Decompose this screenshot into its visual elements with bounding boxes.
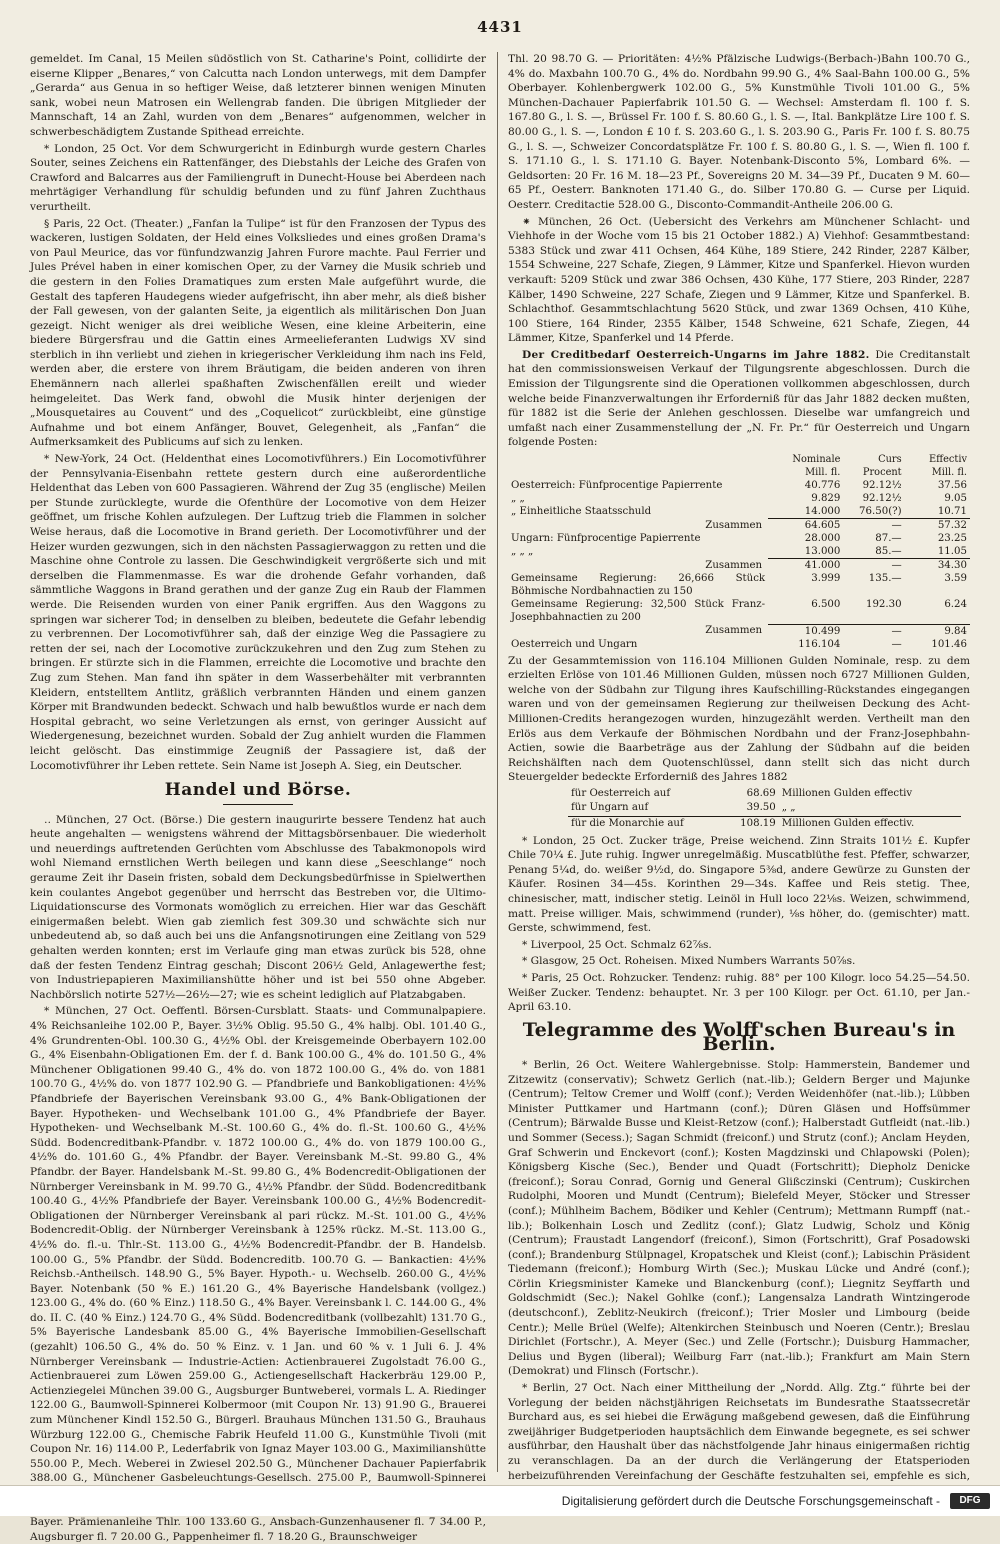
section-divider [223, 804, 293, 805]
effective-cell: 101.46 [931, 638, 967, 650]
article-paragraph: * London, 25 Oct. Vor dem Schwurgericht in Edinburgh wurde gestern Charles Souter, seines Zeichens ein Rattenfänger, des Diebstahls der Leiche des Grafen von Crawford and Balcarres aus der Familiengruft in Dunecht-House bei Aberdeen nach mehrtägiger Verhandlung für schuldig befunden und zu fünf Jahren Zuchthaus verurtheilt. [30, 142, 486, 213]
rate-cell: — [843, 519, 904, 533]
article-paragraph: Zu der Gesammtemission von 116.104 Millionen Gulden Nominale, resp. zu dem erzielten Erlöse von 101.46 Millionen Gulden, müssen noch 6727 Millionen Gulden, welche von der Südbahn zur Tilgung ihres Kaufschilling-Rückstandes eingegangen waren und von der gemeinsamen Regierung zur theilweisen Deckung des Acht-Millionen-Credits herangezogen wurden, hinzugezählt werden. Vertheilt man den Erlös aus dem Verkaufe der Böhmischen Nordbahn und der Franz-Josephbahn-Actien, sowie die Baarbeträge aus der Zahlung der Südbahn auf die beiden Reichshälften nach dem Quotenschlüssel, dann stellt sich das nicht durch Steuergelder bedeckte Erforderniß des Jahres 1882 [508, 654, 970, 784]
table-row [508, 624, 970, 638]
row-label: Gemeinsame Regierung: 26,666 Stück Böhmische Nordbahnactien zu 150 [511, 573, 766, 598]
article-paragraph: * Berlin, 27 Oct. Nach einer Mittheilung der „Nordd. Allg. Ztg.“ führte bei der Vorlegung der beiden nächstjährigen Reichsetats im Bundesrathe Staatssecretär Burchard aus, es sei hiebei die Erwägung maßgebend gewesen, daß die Einführung zweijähriger Budgetperioden hauptsächlich dem Einwande begegnete, es sei schwer ausführbar, den Haushalt über das nächstfolgende Jahr hinaus einigermaßen richtig zu veranschlagen. Da an der durch die Verlängerung der Etatsperioden herbeizuführenden Vereinfachung der Geschäfte festzuhalten sei, empfehle es sich, [508, 1382, 970, 1482]
dfg-logo: DFG [950, 1493, 990, 1509]
table-row [508, 572, 970, 598]
article-paragraph: gemeldet. Im Canal, 15 Meilen südöstlich von St. Catharine's Point, collidirte der eiserne Klipper „Benares,“ von Calcutta nach London unterwegs, mit dem Dampfer „Gerarda“ aus Genua in so heftiger Weise, daß letzterer binnen wenigen Minuten sank, wobei neun Matrosen ein Wellengrab fanden. Die übrigen Mitglieder der Mannschaft, 14 an Zahl, wurden von dem „Benares“ aufgenommen, welcher in schwerbeschädigtem Zustande Spithead erreichte. [30, 53, 486, 138]
nominal-cell: 10.499 [768, 624, 843, 638]
telegram-heading: Telegramme des Wolff'schen Bureau's in Berlin. [522, 1018, 956, 1056]
article-paragraph: * Liverpool, 25 Oct. Schmalz 62⅞s. [522, 938, 712, 951]
right-column [508, 52, 970, 1482]
table-header-row [508, 453, 970, 479]
row-label: Oesterreich: Fünfprocentige Papierrente [511, 480, 723, 492]
article-paragraph [508, 348, 970, 450]
row-label: für Ungarn auf [571, 802, 649, 814]
nominal-cell: 13.000 [804, 546, 841, 558]
nominal-cell: 28.000 [804, 533, 841, 545]
row-label: Gemeinsame Regierung: 32,500 Stück Franz-Josephbahnactien zu 200 [511, 599, 766, 624]
table-row [508, 559, 970, 573]
table-row [508, 638, 970, 651]
table-row [508, 479, 970, 492]
rate-cell: 135.— [868, 573, 902, 585]
column-divider [497, 52, 498, 1472]
rate-cell: 76.50(?) [859, 506, 902, 518]
effective-cell: 10.71 [937, 506, 967, 518]
row-label: für Oesterreich auf [571, 787, 671, 799]
page-number: 4431 [477, 18, 523, 36]
rate-cell: 87.— [875, 533, 902, 545]
section-title: Handel und Börse. [164, 780, 352, 801]
unit-cell: „ „ [781, 802, 796, 814]
row-label: Oesterreich und Ungarn [511, 638, 638, 650]
credit-table [508, 453, 970, 651]
column-header: Effectiv Mill. fl. [928, 454, 967, 479]
article-paragraph: ‥ München, 27 Oct. (Börse.) Die gestern inaugurirte bessere Tendenz hat auch heute angehalten — wenigstens während der Mittagsbörsenbauer. Die wiederholt und neuerdings auftretenden Gerüchten vom Abschlusse des Tabakmonopols wird wohl Niemand ernstlichen Werth beilegen und kann diese „Seeschlange“ noch geraume Zeit ihr Dasein fristen, sobald dem Deckungsbedürfnisse in Spielwerthen kein coulantes Angebot gegenüber und herrscht das Bestreben vor, die Ultimo-Liquidationscurse des Vormonats womöglich zu erreichen. Hier war das Geschäft einigermaßen belebt. Wien gab ziemlich fest 309.30 und schwächte sich nur unbedeutend ab, so daß auch bei uns die Anfangsnotirungen eine Zeitlang von 529 gehalten werden konnten; erst im Verlaufe ging man etwas zurück bis 528, ohne daß der festen Tendenz Eintrag geschah; Discont 206½ Geld, Anlagewerthe fest; von Industriepapieren Maximilianshütte höher und ist bei 550 ohne Abgeber. Nachbörslich notirte 527½—26½—27; wie es scheint lediglich auf Platzabgaben. [30, 813, 486, 1001]
footer-credit: Digitalisierung gefördert durch die Deutsche Forschungsgemeinschaft - [561, 1494, 940, 1508]
row-label: Zusammen [705, 559, 763, 571]
row-label: „ „ [511, 493, 525, 505]
nominal-cell: 64.605 [768, 519, 843, 533]
amount-cell: 39.50 [746, 802, 776, 814]
table-row [568, 787, 961, 802]
article-paragraph: * New-York, 24 Oct. (Heldenthat eines Locomotivführers.) Ein Locomotivführer der Pennsylvania-Eisenbahn rettete gestern durch eine außerordentliche Heldenthat das Leben von 600 Passagieren. Während der Zug 35 (englische) Meilen per Stunde zurücklegte, wurde die Ofenthüre der Locomotive von dem Heizer geöffnet, um frische Kohlen aufzulegen. Der Luftzug trieb die Flammen in solcher Weise heraus, daß die Locomotive in Brand gerieth. Der Locomotivführer und der Heizer wurden gezwungen, sich in den nächsten Passagierwaggon zu retten und die Maschine ohne Controle zu lassen. Die Geschwindigkeit vergrößerte sich und mit derselben die Flammenmasse. Es war die drohende Gefahr vorhanden, daß sämmtliche Waggons in Brand gerathen und der ganze Zug ein Raub der Flammen werde. Die Reisenden wurden von einer Panik ergriffen. Aus den Waggons zu springen war sicherer Tod; in denselben zu bleiben, bedeutete die Gefahr lebendig zu verbrennen. Der Locomotivführer sah, daß der einzige Weg die Passagiere zu retten der sei, nach der Locomotive zurückzukehren und den Zug zum Stehen zu bringen. Er stürzte sich in die Flammen, erreichte die Locomotive und brachte den Zug zum Stehen. Man fand ihn später in dem Wasserbehälter mit verbrannten Kleidern, entstelltem Antlitz, gräßlich verbrannten Händen und einem ganzen Körper mit Brandwunden bedeckt. Schwach und halb bewußtlos wurde er nach dem Hospital gebracht, wo seine Verletzungen als ernst, von geringer Aussicht auf Wiedergenesung, bezeichnet wurden. Sobald der Zug anhielt wurden die Flammen leicht gelöscht. Das einstimmige Zeugniß der Passagiere ist, daß der Locomotivführer ihr Leben rettete. Sein Name ist Joseph A. Sieg, ein Deutscher. [30, 453, 486, 772]
article-paragraph: * München, 27 Oct. Oeffentl. Börsen-Cursblatt. Staats- und Communalpapiere. 4% Reichsanleihe 102.00 P., Bayer. 3½% Oblig. 95.50 G., 4% halbj. Obl. 101.40 G., 4% Grundrenten-Obl. 100.30 G., 4½% Obl. der Kreisgemeinde Oberbayern 102.00 G., 4% Eisenbahn-Obligationen Em. der f. d. Bank 100.00 G., 4% do. 101.50 G., 4% Münchener Obligationen 99.40 G., 4% do. von 1872 100.00 G., 4% do. von 1881 100.70 G., 4½% do. von 1877 102.90 G. — Pfandbriefe und Bankobligationen: 4½% Pfandbriefe der Bayerischen Vereinsbank 93.00 G., 4% Bank-Obligationen der Bayer. Hypotheken- und Wechselbank 101.00 G., 4% Pfandbriefe der Bayer. Hypotheken- und Wechselbank M.-St. 100.60 G., 4% do. fl.-St. 100.60 G., 4½% Südd. Bodencreditbank-Pfandbr. v. 1872 100.00 G., 4% do. von 1879 100.00 G., 4½% do. 101.60 G., 4% Pfandbr. der Bayer. Vereinsbank M.-St. 99.80 G., 4% Pfandbr. der Bayer. Handelsbank M.-St. 99.80 G., 4% Bodencredit-Obligationen der Nürnberger Vereinsbank in M. 99.70 G., 4½% Pfandbr. der Südd. Bodencreditbank 100.40 G., 4½% Pfandbriefe der Bayer. Vereinsbank 100.00 G., 4½% Bodencredit-Obligationen der Nürnberger Vereinsbank al pari rückz. M.-St. 101.00 G., 4½% Bodencredit-Oblig. der Nürnberger Vereinsbank à 125% rückz. M.-St. 113.00 G., 4½% do. fl.-u. Thlr.-St. 113.00 G., 4½% Bodencredit-Pfandbr. der B. Handelsb. 100.00 G., 5% Pfandbr. der Südd. Bodencreditb. 100.70 G. — Bankactien: 4½% Reichsb.-Antheilsch. 148.90 G., 5% Bayer. Hypoth.- u. Wechselb. 260.00 G., 4½% Bayer. Notenbank (50 % E.) 161.20 G., 4% Bayerische Handelsbank (vollgez.) 123.00 G., 4% do. (60 % Einz.) 118.50 G., 4% Bayer. Vereinsbank l. C. 144.00 G., 4% do. II. C. (40 % Einz.) 124.70 G., 4% Südd. Bodencreditbank (vollbezahlt) 131.70 G., 5% Bayerische Landesbank 85.00 G., 4% Bayerische Immobilien-Gesellschaft (gezahlt) 106.50 G., 4% do. 50 % Einz. v. 1 Jan. und 60 % v. 1 Juli 6. J. 4% Nürnberger Vereinsbank — Industrie-Actien: Actienbrauerei Zugolstadt 76.00 G., Actienbrauerei zum Löwen 259.00 G., Actiengesellschaft Hackerbräu 129.00 P., Actienziegelei München 39.00 G., Augsburger Buntweberei, vormals L. A. Riedinger 122.00 G., Baumwoll-Spinnerei Kolbermoor (mit Coupon Nr. 13) 91.90 G., Brauerei zum Münchener Kindl 152.50 G., Bürgerl. Brauhaus München 131.50 G., Brauhaus Würzburg 122.00 G., Chemische Fabrik Heufeld 11.00 G., Kunstmühle Tivoli (mit Coupon Nr. 16) 114.00 P., Lederfabrik von Ignaz Mayer 103.00 G., Maximilianshütte 550.00 P., Mech. Weberei in Zwiesel 202.50 G., Münchener Dachauer Papierfabrik 388.00 G., Münchener Gasbeleuchtungs-Gesellsch. 275.00 P., Baumwoll-Spinnerei Bayer. Prämienanleihe Thlr. 100 133.60 G., Ansbach-Gunzenhausener fl. 7 34.00 P., Augsburger fl. 7 20.00 G., Pappenheimer fl. 7 18.20 G., Braunschweiger [30, 1005, 486, 1543]
row-label: Zusammen [705, 625, 763, 637]
effective-cell: 37.56 [937, 480, 967, 492]
article-subheading: Der Creditbedarf Oesterreich-Ungarns im Jahre 1882. [522, 348, 870, 361]
section-heading [30, 780, 486, 805]
nominal-cell: 14.000 [804, 506, 841, 518]
article-paragraph: * Glasgow, 25 Oct. Roheisen. Mixed Numbers Warrants 50⅞s. [522, 955, 856, 968]
effective-cell: 9.05 [944, 493, 967, 505]
column-header: Nominale Mill. fl. [792, 454, 841, 479]
row-label: für die Monarchie auf [568, 817, 724, 832]
requirement-table [568, 787, 961, 832]
article-paragraph: * Berlin, 26 Oct. Weitere Wahlergebnisse. Stolp: Hammerstein, Bandemer und Zitzewitz (conservativ); Schwetz Gerlich (nat.-lib.); Geldern Berger und Majunke (Centrum); Teltow Cremer und Wolff (conf.); Verden Weidenhöfer (nat.-lib.); Lübben Minister Puttkamer und Hartmann (conf.); Düren Gläsen und Hoffsümmer (Centrum); Bärwalde Busse und Kleist-Retzow (conf.); Halberstadt Gutfleidt (nat.-lib.) und Sommer (Secess.); Sagan Schmidt (freiconf.) und Strutz (conf.); Anclam Heyden, Graf Schwerin und Enckevort (conf.); Kosten Magdzinski und Chlapowski (Polen); Königsberg Kische (Sec.), Bender und Quadt (Fortschritt); Diepholz Denicke (freiconf.); Sorau Conrad, Gornig und General Glißczinski (Centrum); Cuskirchen Rudolphi, Mooren und Mundt (Centrum); Bielefeld Meyer, Stöcker und Stresser (conf.); Mühlheim Bachem, Bödiker und Kehler (Centrum); Mettmann Rumpff (nat.-lib.); Bolkenhain Losch und Zedlitz (conf.); Glatz Ludwig, Scholz und König (Centrum); Fraustadt Langendorf (freiconf.), Simon (Fortschritt), Graf Posadowski (conf.); Brandenburg Stülpnagel, Kropatschek und Kleist (conf.); Labischin Präsident Tiedemann (freiconf.); Homburg Wirth (Sec.); Muskau Lücke und André (conf.); Cörlin Kriegsminister Kameke und Blanckenburg (conf.); Liegnitz Seyffarth und Goldschmidt (Sec.); Nakel Gohlke (conf.); Langensalza Landrath Wintzingerode (deutschconf.), Zeblitz-Neukirch (freiconf.); Trier Mosler und Limbourg (beide Centr.); Melle Brüel (Welfe); Altenkirchen Steinbusch und Noeren (Centr.); Breslau Dirichlet (Fortschr.), A. Meyer (Sec.) und Zelle (Fortschr.); Duisburg Hammacher, Delius und Bygen (liberal); Weilburg Farr (nat.-lib.); Frankfurt am Main Stern (Demokrat) und Flinsch (Fortschr.). [508, 1058, 970, 1378]
effective-cell: 34.30 [905, 559, 970, 573]
article-paragraph: * London, 25 Oct. Zucker träge, Preise weichend. Zinn Straits 101½ £. Kupfer Chile 70¼ £. Jute ruhig. Ingwer unregelmäßig. Muscatblüthe fest. Pfeffer, schwarzer, Penang 5¼d, do. weißer 9½d, do. Singapore 5⅜d, andere Gewürze zu Gunsten der Käufer. Rosinen 34—45s. Korinthen 29—34s. Kaffee und Reis stetig. Thee, chinesischer, matt, indischer stetig. Leinöl in Hull loco 22⅛s. Weizen, schwimmend, matt. Preise williger. Mais, schwimmend (runder), ⅛s höher, do. (gemischter) matt. Gerste, schwimmend, fest. [508, 834, 970, 935]
unit-cell: Millionen Gulden effectiv [781, 787, 913, 799]
table-row [508, 505, 970, 519]
amount-cell: 68.69 [746, 787, 776, 799]
column-header: Curs Procent [862, 454, 902, 479]
article-paragraph: * Paris, 25 Oct. Rohzucker. Tendenz: ruhig. 88° per 100 Kilogr. loco 54.25—54.50. Weißer Zucker. Tendenz: behauptet. Nr. 3 per 100 Kilogr. per Oct. 61.10, per Jan.-April 63.10. [508, 972, 970, 1014]
amount-cell: 108.19 [724, 817, 779, 832]
row-label: Zusammen [705, 519, 763, 531]
rate-cell: 92.12½ [862, 480, 902, 492]
nominal-cell: 6.500 [811, 599, 841, 611]
effective-cell: 6.24 [944, 599, 967, 611]
nominal-cell: 41.000 [768, 559, 843, 573]
rate-cell: 192.30 [865, 599, 902, 611]
article-paragraph: Thl. 20 98.70 G. — Prioritäten: 4½% Pfälzische Ludwigs-(Berbach-)Bahn 100.70 G., 4% do. Maxbahn 100.70 G., 4% do. Nordbahn 99.90 G., 4% Saal-Bahn 100.00 G., 5% Oberbayer. Kohlenbergwerk 102.00 G., 5% Kunstmühle Tivoli 101.00 G., 5% München-Dachauer Papierfabrik 101.50 G. — Wechsel: Amsterdam fl. 100 f. S. 167.80 G., l. S. —, Brüssel Fr. 100 f. S. 80.60 G., l. S. —, Ital. Bankplätze Lire 100 f. S. 80.00 G., l. S. —, London £ 10 f. S. 203.60 G., l. S. 203.90 G., Paris Fr. 100 f. S. 80.75 G., l. S. —, Schweizer Concordatsplätze Fr. 100 f. S. 80.80 G., l. S. —, Wien fl. 100 f. S. 171.10 G., l. S. 171.10 G. Bayer. Notenbank-Disconto 5%, Lombard 6%. — Geldsorten: 20 Fr. 16 M. 18—23 Pf., Sovereigns 20 M. 34—39 Pf., Ducaten 9 M. 60—65 Pf., Oesterr. Banknoten 171.40 G., do. Silber 170.80 G. — Curse per Liquid. Oesterr. Creditactie 528.00 G., Disconto-Commandit-Antheile 206.00 G. [508, 53, 970, 211]
table-row [508, 598, 970, 624]
row-label: „ Einheitliche Staatsschuld [511, 506, 652, 518]
effective-cell: 9.84 [905, 624, 970, 638]
footer-bar [0, 1485, 1000, 1516]
effective-cell: 23.25 [937, 533, 967, 545]
article-paragraph: § Paris, 22 Oct. (Theater.) „Fanfan la Tulipe“ ist für den Franzosen der Typus des wackeren, lustigen Soldaten, der Held eines Volksliedes und eines großen Drama's von Paul Meurice, das vor fünfundzwanzig Jahren Furore machte. Paul Ferrier und Jules Prével haben in einer komischen Oper, zu der Varney die Musik schrieb und die gestern in den Folies Dramatiques zum ersten Male aufgeführt wurde, die Gestalt des tapferen Haudegens wieder aufgefrischt, ihn aber mehr, als dieß bisher der Fall gewesen, von der galanten Seite, ja eigentlich als militärischen Don Juan gezeigt. Nicht weniger als drei weibliche Wesen, eine kleine Arbeiterin, eine biedere Bürgersfrau und die Gattin eines Armeelieferanten Ludwigs XV sind sterblich in ihn verliebt und ziehen in kriegerischer Verkleidung ihm nach ins Feld, werden aber, die erstere von ihrem Bräutigam, die beiden anderen von ihren Ehemännern nach allerlei spaßhaften Zwischenfällen ereilt und wieder heimgeleitet. Das Werk fand, obwohl die Musik hinter derjenigen der „Mousquetaires au Couvent“ und des „Coquelicot“ zurückbleibt, eine günstige Aufnahme und bot einem Anfänger, Bouvet, Gelegenheit, als „Fanfan“ die Aufmerksamkeit des Publicums auf sich zu lenken. [30, 217, 486, 449]
nominal-cell: 116.104 [798, 638, 841, 650]
rate-cell: 85.— [875, 546, 902, 558]
table-row [508, 545, 970, 559]
unit-cell: Millionen Gulden effectiv. [779, 817, 961, 832]
row-label: Ungarn: Fünfprocentige Papierrente [511, 533, 701, 545]
nominal-cell: 9.829 [811, 493, 841, 505]
table-row [508, 519, 970, 533]
row-label: „ „ „ [511, 546, 534, 558]
article-text: Die Creditanstalt hat den commissionsweisen Verkauf der Tilgungsrente abgeschlossen. Durch die Emission der Tilgungsrente sind die Operationen vollkommen abgeschlossen, durch welche beide Finanzverwaltungen ihr Erforderniß für das Jahr 1882 decken mußten, für 1882 ist die Serie der Anlehen geschlossen. Dieselbe war umfangreich und umfaßt nach einer Zusammenstellung der „N. Fr. Pr.“ für Oesterreich und Ungarn folgende Posten: [508, 348, 970, 449]
table-row [568, 801, 961, 816]
left-column [30, 52, 486, 1543]
rate-cell: 92.12½ [862, 493, 902, 505]
rate-cell: — [891, 638, 902, 650]
nominal-cell: 40.776 [804, 480, 841, 492]
effective-cell: 57.32 [905, 519, 970, 533]
article-paragraph: ⁕ München, 26 Oct. (Uebersicht des Verkehrs am Münchener Schlacht- und Viehhofe in der Woche vom 15 bis 21 October 1882.) A) Viehhof: Gesammtbestand: 5383 Stück und zwar 411 Ochsen, 464 Kühe, 189 Stiere, 242 Rinder, 2287 Kälber, 1554 Schweine, 227 Schafe, Ziegen, 9 Lämmer, Kitze und Spanferkel. Hievon wurden verkauft: 5209 Stück und zwar 386 Ochsen, 430 Kühe, 177 Stiere, 203 Rinder, 2287 Kälber, 1490 Schweine, 227 Schafe, Ziegen und 9 Lämmer, Kitze und Spanferkel. B. Schlachthof. Gesammtschlachtung 5620 Stück, und zwar 1369 Ochsen, 410 Kühe, 100 Stiere, 164 Rinder, 2355 Kälber, 1548 Schweine, 621 Schafe, Ziegen, 44 Lämmer, Kitze, Spanferkel und 14 Pferde. [508, 215, 970, 345]
effective-cell: 3.59 [944, 573, 967, 585]
table-row [508, 532, 970, 545]
rate-cell: — [843, 559, 904, 573]
table-row [568, 817, 961, 832]
table-row [508, 492, 970, 505]
nominal-cell: 3.999 [811, 573, 841, 585]
rate-cell: — [843, 624, 904, 638]
effective-cell: 11.05 [937, 546, 967, 558]
